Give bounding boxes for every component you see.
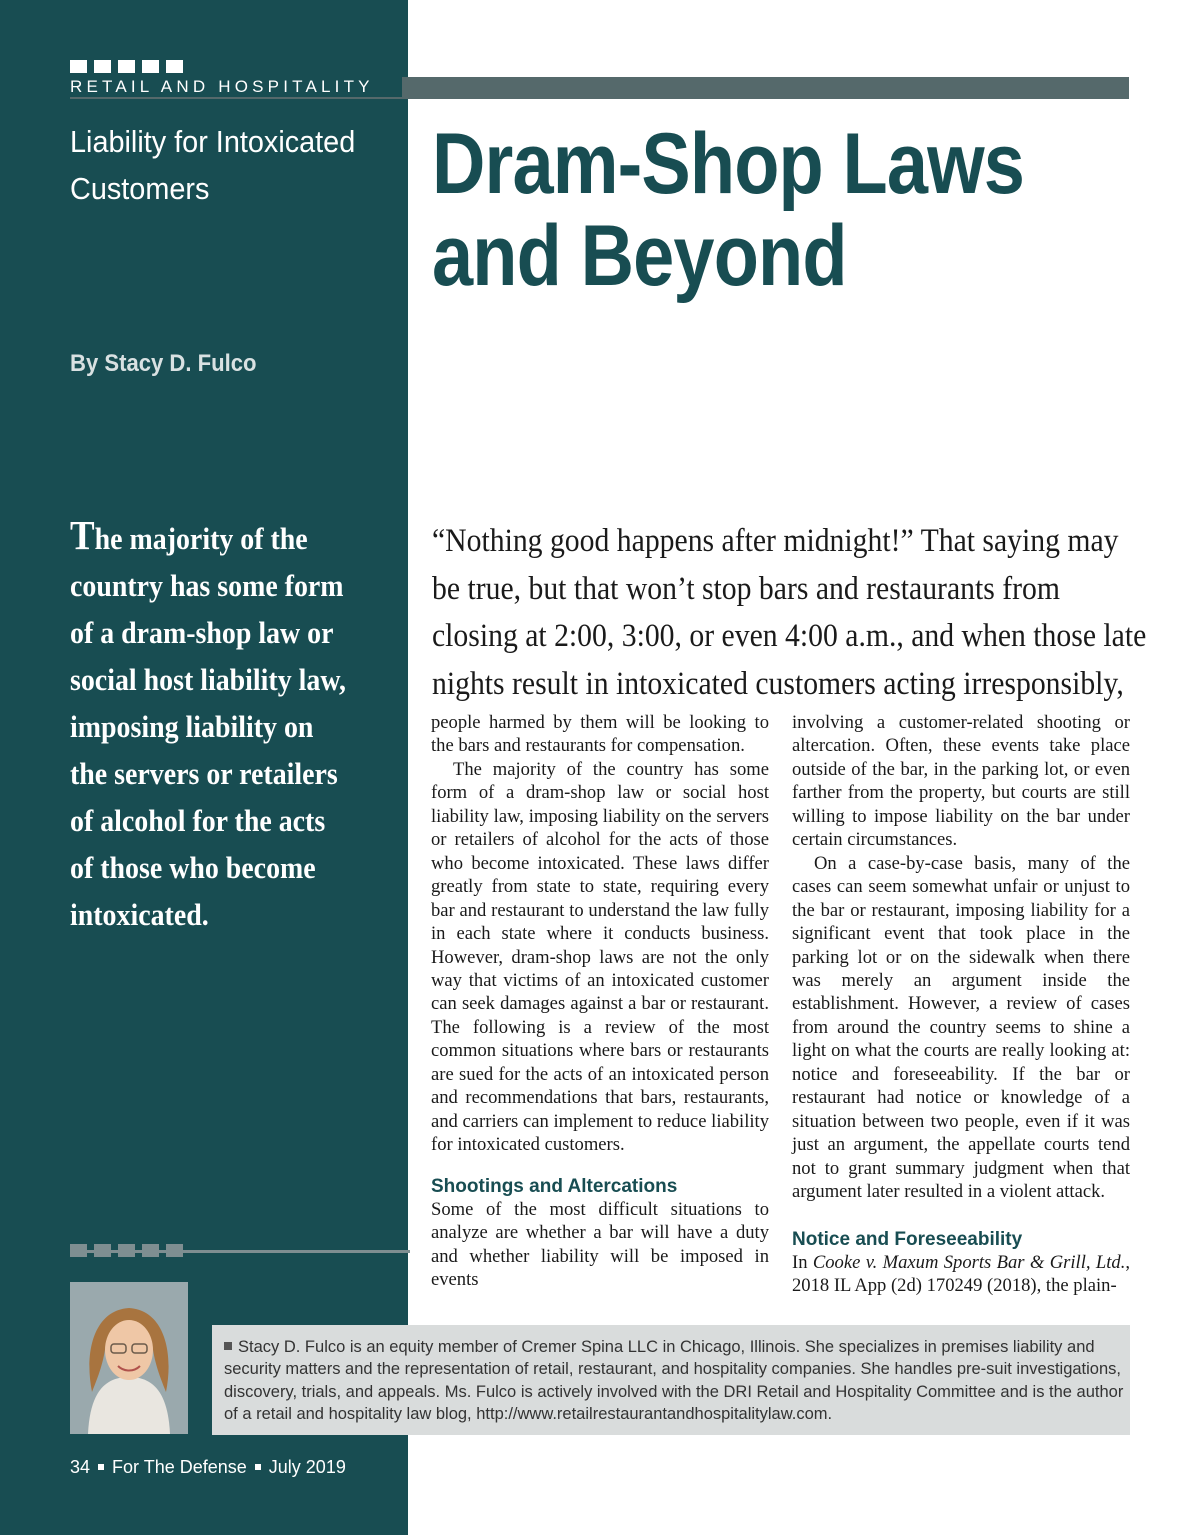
lead-line: be true, but that won’t stop bars and restaurants from: [432, 570, 1060, 607]
pull-quote: [70, 512, 349, 938]
issue-date: July 2019: [268, 1457, 346, 1477]
section-label: RETAIL AND HOSPITALITY: [70, 77, 374, 96]
author-photo: [70, 1282, 188, 1434]
body-column-2: [792, 711, 1130, 1297]
body-paragraph: On a case-by-case basis, many of the cases can seem somewhat unfair or unjust to the bar or restaurant, imposing liability for a significant event that took place in the parking lot or on the sidewalk when there was merely an argument inside the establishment. However, a review of cases from around the country seems to shine a light on what the courts are really looking at: notice and foreseeability. If the bar or restaurant had notice or knowledge of a situation between two people, even if it was just an argument, the appellate courts tend not to grant summary judgment when that argument later resulted in a violent attack.: [792, 852, 1130, 1203]
title-line-2: and Beyond: [432, 208, 847, 304]
bio-rule: [70, 1250, 410, 1253]
author-bio: [224, 1336, 1124, 1426]
case-name: Cooke v. Maxum Sports Bar & Grill, Ltd.: [812, 1251, 1126, 1273]
body-paragraph: involving a customer-related shooting or altercation. Often, these events take place outside of the bar, in the parking lot, or even farther from the property, but courts are still willing to impose liability on the bar under certain circumstances.: [792, 712, 1130, 851]
byline: By Stacy D. Fulco: [70, 350, 257, 377]
body-paragraph: people harmed by them will be looking to the bars and restaurants for compensation.: [431, 712, 769, 757]
pull-quote-dropcap: T: [70, 512, 95, 558]
article-subtitle: Liability for Intoxicated Customers: [70, 124, 356, 206]
pull-quote-text: he majority of the country has some form of a dram-shop law or social host liability law, imposing liability on the servers or retailers of alcohol for the acts of those who become intoxicated.: [70, 521, 346, 932]
author-portrait-icon: [70, 1282, 188, 1434]
footer-separator-icon: [98, 1464, 104, 1470]
publication-name: For The Defense: [112, 1457, 247, 1477]
section-heading-notice: Notice and Foreseeability: [792, 1228, 1023, 1250]
body-paragraph: [792, 1251, 1130, 1298]
section-rule: [402, 77, 1129, 97]
body-paragraph: The majority of the country has some form of a dram-shop law or social host liability law, imposing liability on the servers or retailers of alcohol for the acts of those who become intoxicated. These laws differ greatly from state to state, requiring every bar and restaurant to understand the law fully in each state where it conducts business. However, dram-shop laws are not the only way that victims of an intoxicated customer can seek damages against a bar or restaurant. The following is a review of the most common situations where bars or restaurants are sued for the acts of an intoxicated person and recommendations that bars, restaurants, and carriers can implement to reduce liability for intoxicated customers.: [431, 758, 769, 1156]
article-title: [432, 118, 1051, 302]
bio-url-link[interactable]: http://www.retailrestaurantandhospitalitylaw.com: [476, 1405, 828, 1424]
section-heading-shootings: Shootings and Altercations: [431, 1175, 678, 1197]
body-paragraph: Some of the most difficult situations to analyze are whether a bar will have a duty and whether liability will be imposed in events: [431, 1198, 769, 1290]
body-column-1: [431, 711, 769, 1291]
lead-paragraph: [432, 518, 1147, 708]
lead-line: closing at 2:00, 3:00, or even 4:00 a.m., and when those late: [432, 618, 1147, 654]
bio-text: Stacy D. Fulco is an equity member of Cremer Spina LLC in Chicago, Illinois. She specializes in premises liability and security matters and the representation of retail, restaurant, and hospitality companies. She handles pre-suit investigations, discovery, trials, and appeals. Ms. Fulco is actively involved with the DRI Retail and Hospitality Committee and is the author of a retail and hospitality law blog,: [224, 1338, 1124, 1424]
bio-end: .: [827, 1405, 833, 1424]
section-rule-line: [70, 97, 1129, 99]
bio-bullet-icon: [224, 1342, 232, 1350]
section-marker-squares: [70, 60, 183, 73]
title-line-1: Dram-Shop Laws: [432, 116, 1025, 212]
case-prefix: In: [792, 1251, 813, 1273]
footer-separator-icon: [255, 1464, 261, 1470]
page-footer: [70, 1457, 346, 1478]
page-number: 34: [70, 1457, 91, 1477]
lead-line: nights result in intoxicated customers acting irresponsibly,: [432, 665, 1124, 702]
lead-line: “Nothing good happens after midnight!” That saying may: [432, 523, 1119, 559]
case-citation: , 2018 IL App (2d) 170249 (2018), the plain-: [792, 1251, 1131, 1296]
